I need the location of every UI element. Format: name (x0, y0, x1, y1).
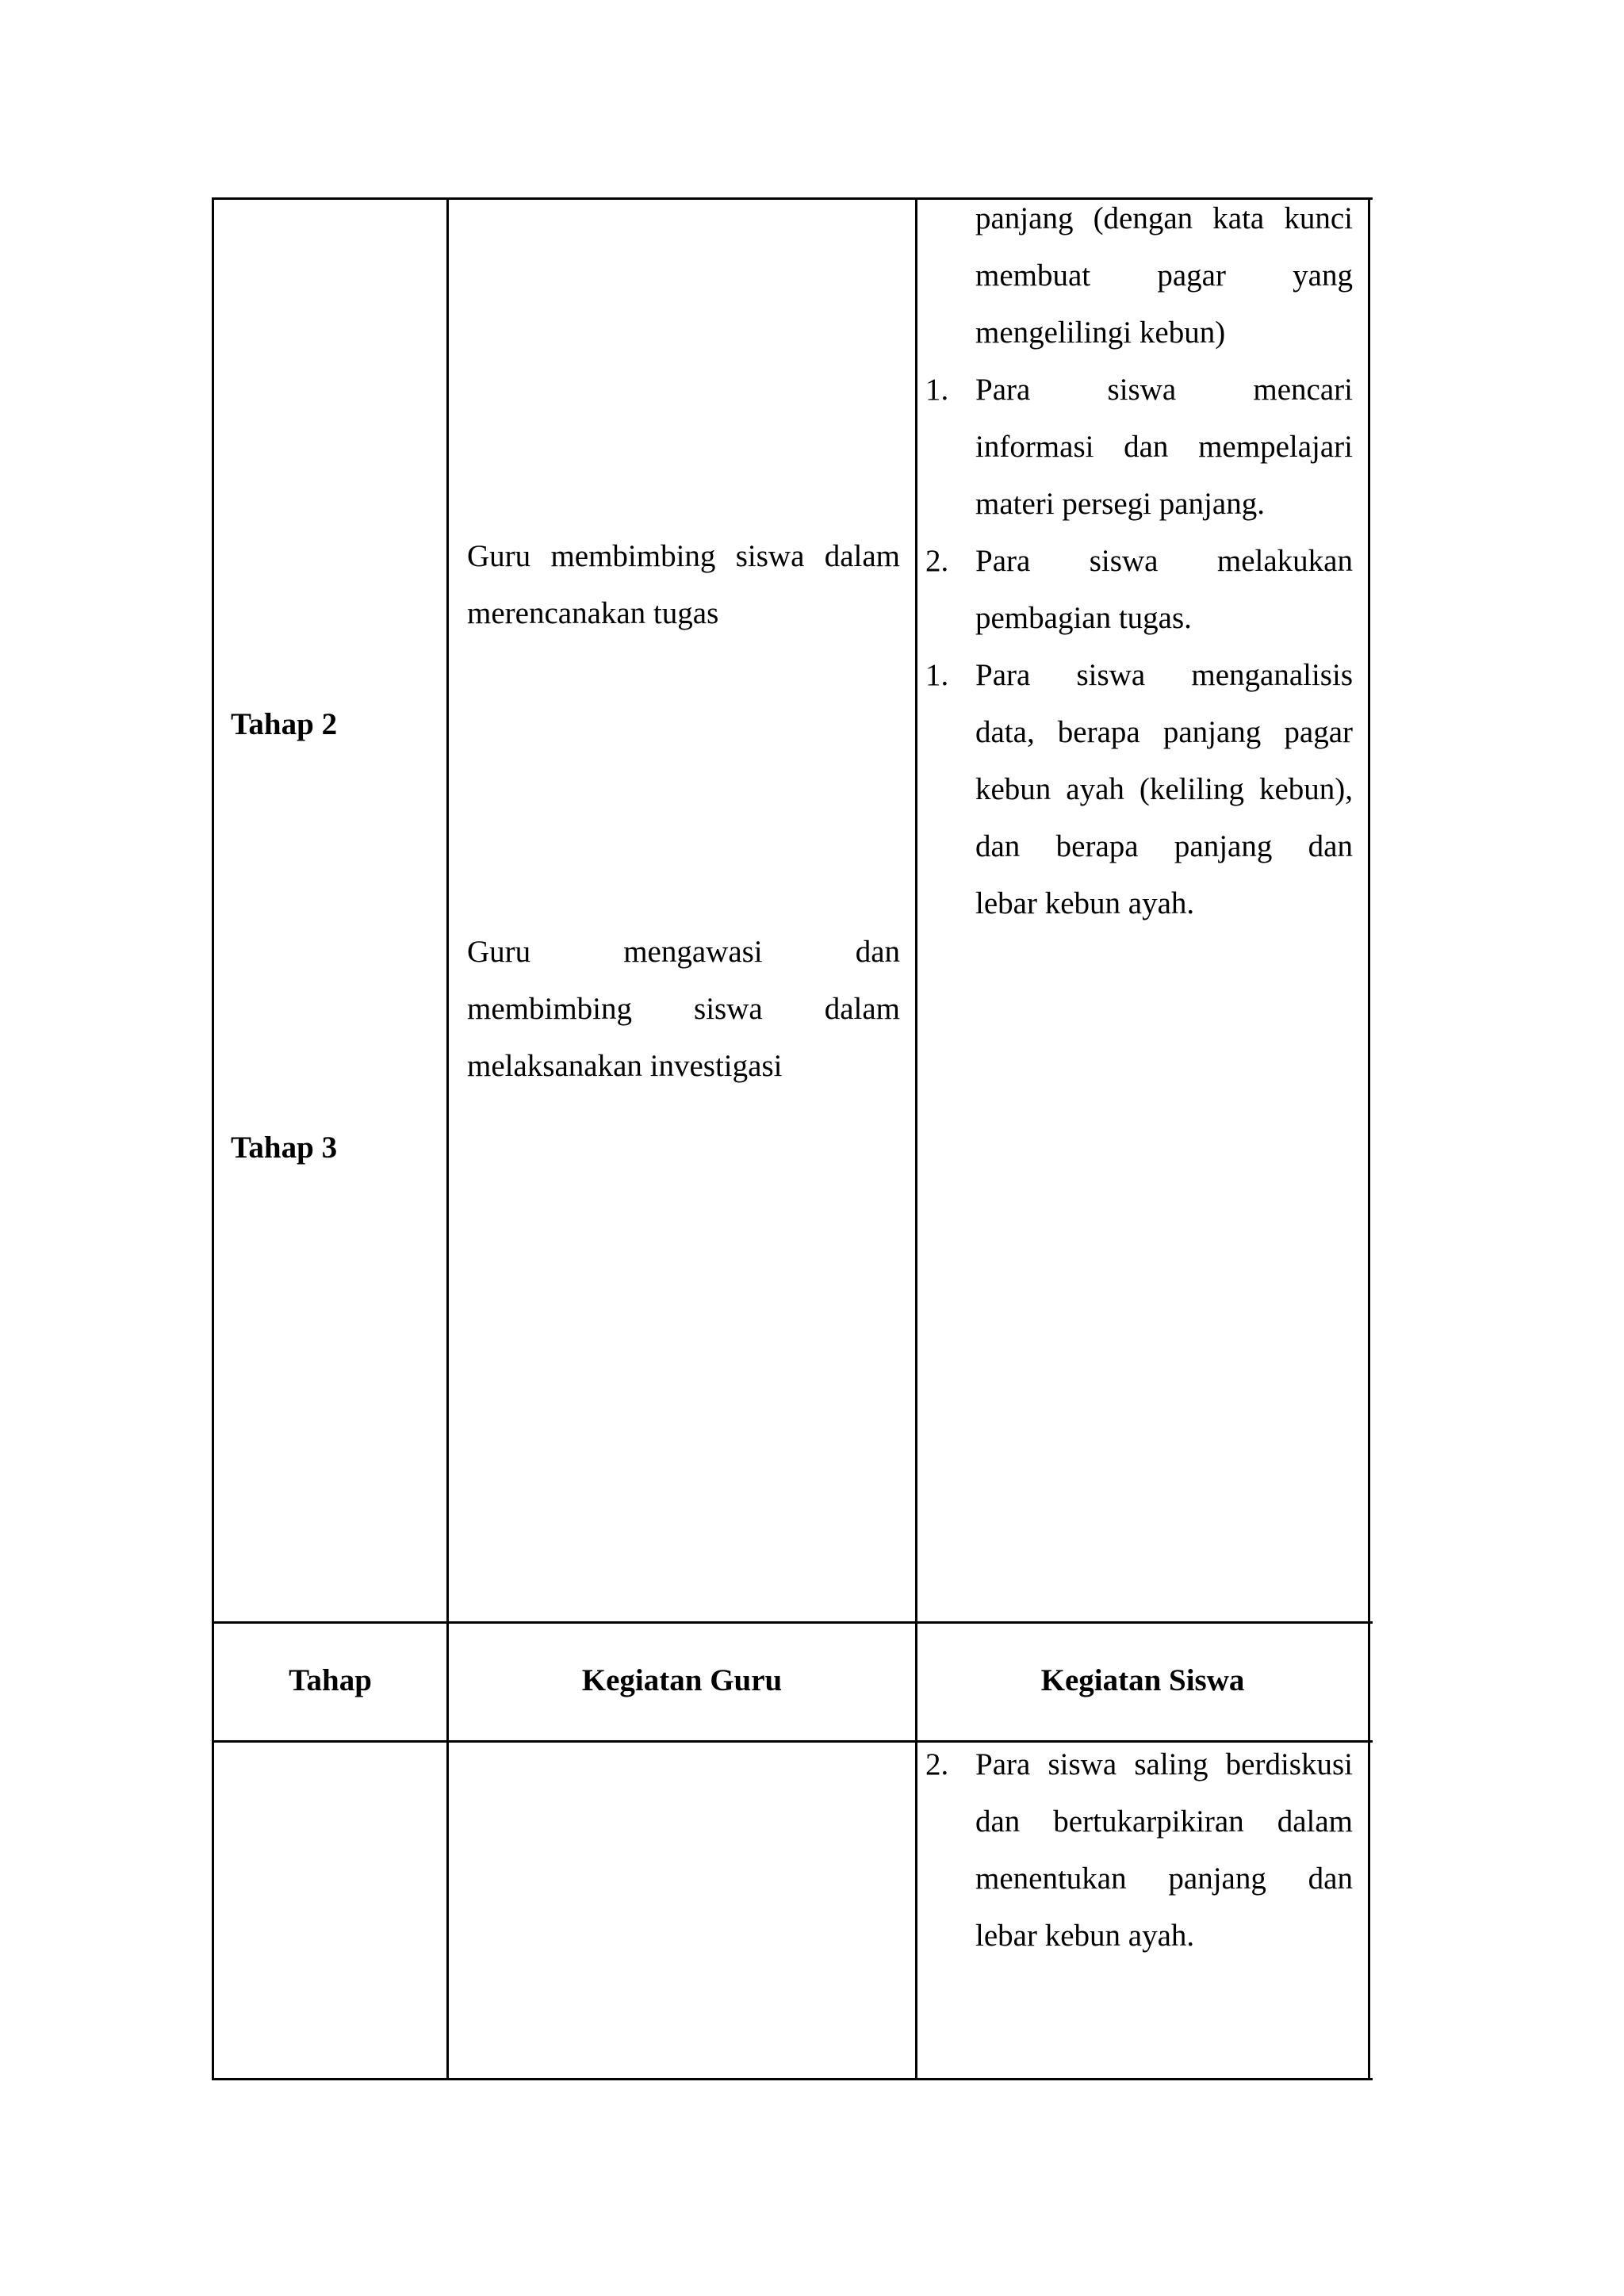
table-border-left (212, 197, 214, 2080)
list-number: 2. (925, 544, 949, 578)
list-number: 1. (925, 373, 949, 407)
siswa-activity-line: Para siswa melakukan (975, 544, 1353, 578)
siswa-activity-line: lebar kebun ayah. (975, 886, 1195, 920)
table-divider-col1 (446, 197, 449, 2080)
siswa-activity-line: Para siswa menganalisis (975, 658, 1353, 692)
siswa-activity-line: materi persegi panjang. (975, 487, 1265, 521)
guru-activity-line: Guru mengawasi dan (467, 935, 900, 969)
siswa-activity-line: membuat pagar yang (975, 258, 1353, 293)
siswa-activity-line: Para siswa mencari (975, 373, 1353, 407)
header-kegiatan-guru: Kegiatan Guru (581, 1663, 783, 1697)
table-border-bottom (212, 2078, 1373, 2080)
siswa-activity-line: pembagian tugas. (975, 601, 1192, 635)
siswa-activity-line: lebar kebun ayah. (975, 1919, 1195, 1953)
table-divider-col2 (915, 197, 917, 2080)
siswa-activity-line: panjang (dengan kata kunci (975, 201, 1353, 235)
siswa-activity-line: Para siswa saling berdiskusi (975, 1747, 1353, 1781)
siswa-activity-line: data, berapa panjang pagar (975, 715, 1353, 749)
guru-activity-line: membimbing siswa dalam (467, 992, 900, 1026)
siswa-activity-line: dan bertukarpikiran dalam (975, 1804, 1353, 1839)
siswa-activity-line: menentukan panjang dan (975, 1862, 1353, 1896)
siswa-activity-line: dan berapa panjang dan (975, 829, 1353, 863)
siswa-activity-line: kebun ayah (keliling kebun), (975, 772, 1353, 806)
tahap-label: Tahap 2 (231, 707, 338, 741)
guru-activity-line: Guru membimbing siswa dalam (467, 539, 900, 573)
guru-activity-line: melaksanakan investigasi (467, 1049, 783, 1083)
list-number: 2. (925, 1747, 949, 1781)
header-kegiatan-siswa: Kegiatan Siswa (1040, 1663, 1245, 1697)
siswa-activity-line: mengelilingi kebun) (975, 316, 1226, 350)
table-border-right (1368, 197, 1370, 2080)
siswa-activity-line: informasi dan mempelajari (975, 430, 1353, 464)
guru-activity-line: merencanakan tugas (467, 596, 719, 630)
table-divider-header-top (212, 1621, 1373, 1624)
tahap-label: Tahap 3 (231, 1131, 338, 1165)
header-tahap: Tahap (289, 1663, 372, 1697)
list-number: 1. (925, 658, 949, 692)
